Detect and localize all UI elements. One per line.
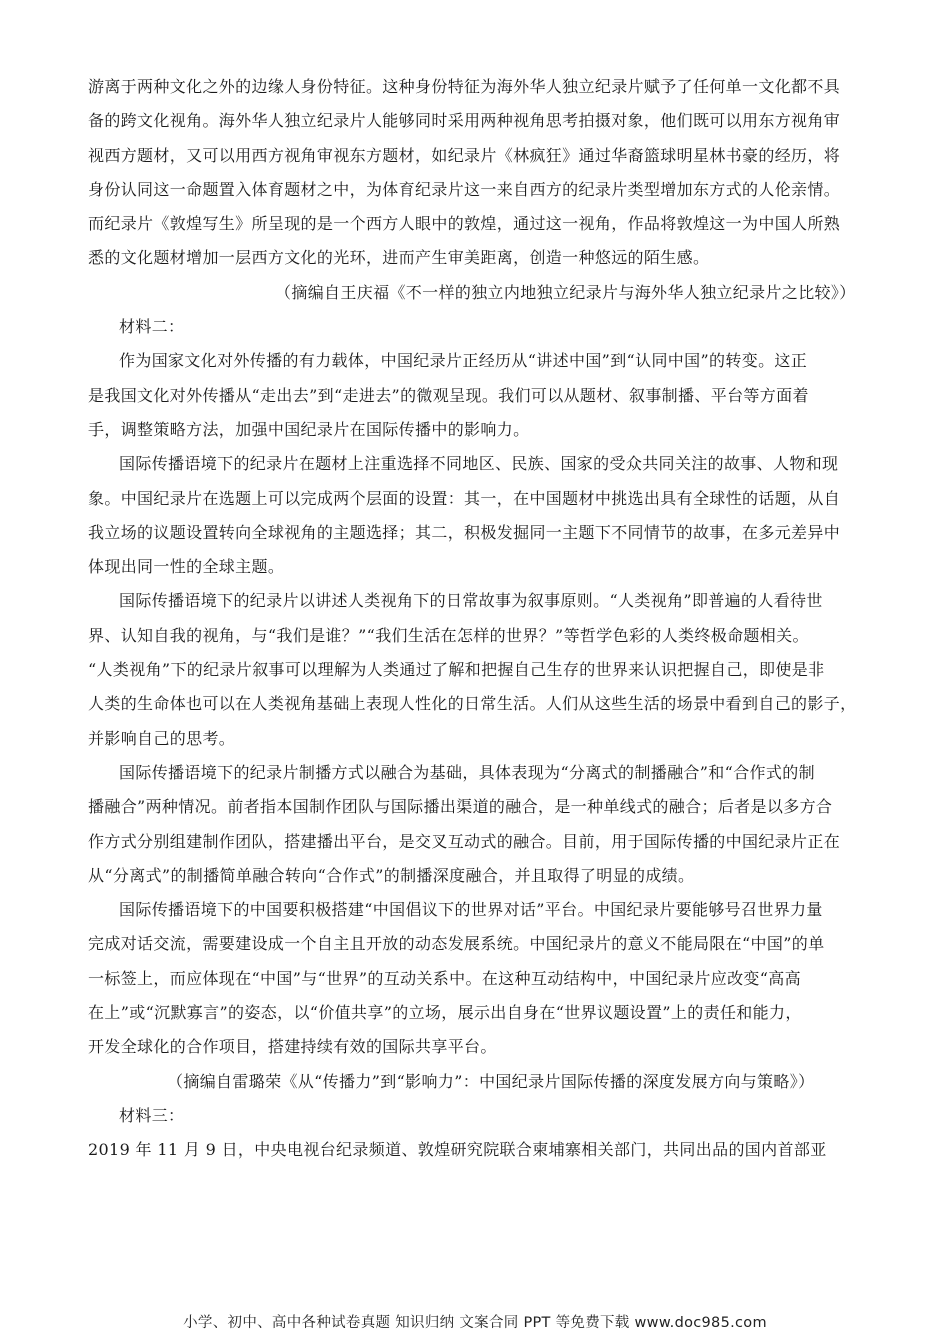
text-line: 完成对话交流，需要建设成一个自主且开放的动态发展系统。中国纪录片的意义不能局限在“中国”的单: [88, 934, 825, 954]
text-line: 国际传播语境下的纪录片制播方式以融合为基础，具体表现为“分离式的制播融合”和“合作式的制: [119, 762, 815, 782]
text-line: 备的跨文化视角。海外华人独立纪录片人能够同时采用两种视角思考拍摄对象，他们既可以用东方视角审: [88, 111, 841, 131]
paragraph-4: [88, 756, 866, 893]
text-line: 国际传播语境下的纪录片以讲述人类视角下的日常故事为叙事原则。“人类视角”即普遍的人看待世: [119, 591, 823, 611]
document-body: [88, 70, 866, 1168]
text-line: 在上”或“沉默寡言”的姿态，以“价值共享”的立场，展示出自身在“世界议题设置”上的责任和能力，: [88, 1003, 802, 1023]
text-line: 人类的生命体也可以在人类视角基础上表现人性化的日常生活。人们从这些生活的场景中看到自己的影子，: [88, 694, 857, 714]
text-line: 并影响自己的思考。: [88, 728, 236, 748]
paragraph-1: [88, 344, 866, 447]
text-line: 游离于两种文化之外的边缘人身份特征。这种身份特征为海外华人独立纪录片赋予了任何单一文化都不具: [88, 77, 841, 96]
text-line: 界、认知自我的视角，与“我们是谁？”“我们生活在怎样的世界？”等哲学色彩的人类终极命题相关。: [88, 625, 809, 645]
material-heading: 材料二：: [119, 317, 185, 337]
text-line: 是我国文化对外传播从“走出去”到“走进去”的微观呈现。我们可以从题材、叙事制播、平台等方面着: [88, 385, 809, 405]
text-line: 开发全球化的合作项目，搭建持续有效的国际共享平台。: [88, 1037, 497, 1057]
paragraph-2: [88, 447, 866, 584]
paragraph-5: [88, 893, 866, 1064]
source-citation: （摘编自雷璐荣《从“传播力”到“影响力”：中国纪录片国际传播的深度发展方向与策略》）: [167, 1071, 815, 1091]
text-line: 一标签上，而应体现在“中国”与“世界”的互动关系中。在这种互动结构中，中国纪录片应改变“高高: [88, 968, 801, 988]
text-line: 作方式分别组建制作团队，搭建播出平台，是交叉互动式的融合。目前，用于国际传播的中国纪录片正在: [88, 831, 841, 851]
text-line: 身份认同这一命题置入体育题材之中，为体育纪录片这一来自西方的纪录片类型增加东方式的人伦亲情。: [88, 179, 841, 199]
text-line: 播融合”两种情况。前者指本国制作团队与国际播出渠道的融合，是一种单线式的融合；后者是以多方合: [88, 797, 833, 817]
text-line: 国际传播语境下的纪录片在题材上注重选择不同地区、民族、国家的受众共同关注的故事、人物和现: [119, 454, 839, 474]
text-line: 手，调整策略方法，加强中国纪录片在国际传播中的影响力。: [88, 419, 530, 439]
text-line: 象。中国纪录片在选题上可以完成两个层面的设置：其一，在中国题材中挑选出具有全球性的话题，从自: [88, 488, 841, 508]
text-line: 视西方题材，又可以用西方视角审视东方题材，如纪录片《林疯狂》通过华裔篮球明星林书豪的经历，将: [88, 145, 841, 165]
text-line: 悉的文化题材增加一层西方文化的光环，进而产生审美距离，创造一种悠远的陌生感。: [88, 248, 710, 268]
text-line: “人类视角”下的纪录片叙事可以理解为人类通过了解和把握自己生存的世界来认识把握自己，即使是非: [88, 660, 825, 680]
text-line: 国际传播语境下的中国要积极搭建“中国倡议下的世界对话”平台。中国纪录片要能够号召世界力量: [119, 900, 823, 920]
paragraph-6: [88, 1133, 866, 1167]
text-line: 2019 年 11 月 9 日，中央电视台纪录频道、敦煌研究院联合柬埔寨相关部门，共同出品的国内首部亚: [88, 1140, 827, 1160]
text-line: 我立场的议题设置转向全球视角的主题选择；其二，积极发掘同一主题下不同情节的故事，在多元差异中: [88, 522, 841, 542]
paragraph-3: [88, 584, 866, 755]
text-line: 体现出同一性的全球主题。: [88, 557, 285, 577]
paragraph-intro: [88, 70, 866, 276]
footer-banner: 小学、初中、高中各种试卷真题 知识归纳 文案合同 PPT 等免费下载 www.doc985.com: [183, 1315, 767, 1331]
source-citation: （摘编自王庆福《不一样的独立内地独立纪录片与海外华人独立纪录片之比较》）: [275, 282, 856, 302]
material-heading: 材料三：: [119, 1105, 185, 1125]
text-line: 作为国家文化对外传播的有力载体，中国纪录片正经历从“讲述中国”到“认同中国”的转变。这正: [119, 351, 808, 371]
text-line: 从“分离式”的制播简单融合转向“合作式”的制播深度融合，并且取得了明显的成绩。: [88, 865, 695, 885]
text-line: 而纪录片《敦煌写生》所呈现的是一个西方人眼中的敦煌，通过这一视角，作品将敦煌这一为中国人所熟: [88, 214, 841, 234]
